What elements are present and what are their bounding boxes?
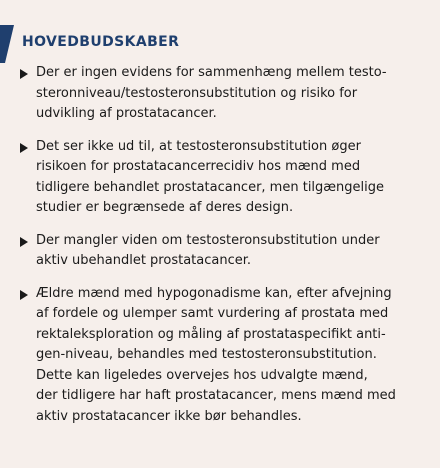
text-line: gen-niveau, behandles med testosteronsubstitution. [36,347,377,362]
text-line: af fordele og ulemper samt vurdering af prostata med [36,306,389,321]
text-line: risikoen for prostatacancerrecidiv hos mænd med [36,159,361,174]
text-line: Der er ingen evidens for sammenhæng mellem testo- [36,65,387,80]
triangle-bullet-icon [20,143,28,153]
text-line: aktiv prostatacancer ikke bør behandles. [36,408,302,424]
text-line: Dette kan ligeledes overvejes hos udvalgte mænd, [36,367,368,383]
triangle-bullet-icon [20,69,28,79]
heading-accent-mark [0,25,14,63]
list-item [0,137,440,219]
list-item [0,231,440,272]
text-line: steronniveau/testosteronsubstitution og risiko for [36,85,358,101]
triangle-bullet-icon [20,290,28,300]
text-line: tidligere behandlet prostatacancer, men tilgængelige [36,179,385,195]
text-line: studier er begrænsede af deres design. [36,200,294,215]
list-item [0,63,440,125]
list-item [0,284,440,428]
text-line: Det ser ikke ud til, at testosteronsubstitution øger [36,138,361,154]
text-line: Der mangler viden om testosteronsubstitution under [36,232,380,248]
text-line: Ældre mænd med hypogonadisme kan, efter afvejning [36,285,392,301]
triangle-bullet-icon [20,237,28,247]
text-line: der tidligere har haft prostatacancer, mens mænd med [36,388,396,403]
text-line: udvikling af prostatacancer. [36,106,217,121]
text-line: rektaleksploration og måling af prostataspecifikt anti- [36,326,386,342]
text-line: aktiv ubehandlet prostatacancer. [36,253,252,268]
box-heading: HOVEDBUDSKABER [22,34,180,50]
key-messages-list [0,63,440,439]
